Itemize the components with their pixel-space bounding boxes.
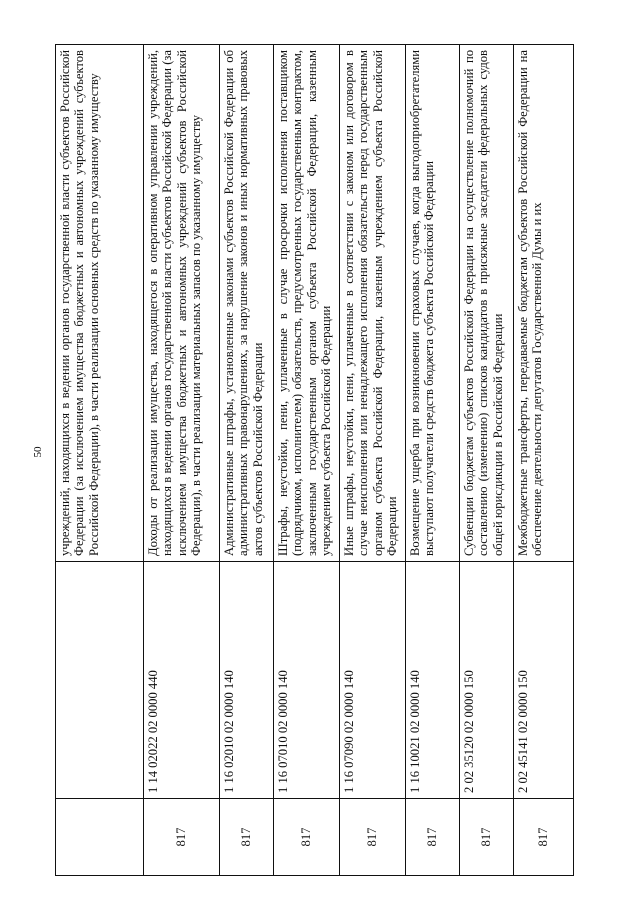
admin-code-cell: 817: [220, 799, 274, 876]
admin-code-cell: 817: [144, 799, 220, 876]
admin-code-cell: 817: [406, 799, 460, 876]
description-cell: Иные штрафы, неустойки, пени, уплаченные в соответствии с законом или договором в случае неисполнения или ненадлежащего исполнения обязательств перед государственным органом субъекта Российской Федерации, казенным учреждением субъекта Российской Федерации: [340, 45, 406, 562]
budget-code-cell: 1 16 10021 02 0000 140: [406, 562, 460, 799]
rotated-table-container: [55, 44, 573, 876]
page-number: 50: [32, 446, 44, 458]
table-row: [274, 45, 340, 876]
budget-code-cell: 1 16 02010 02 0000 140: [220, 562, 274, 799]
description-cell: Межбюджетные трансферты, передаваемые бюджетам субъектов Российской Федерации на обеспечение деятельности депутатов Государственной Думы и их: [514, 45, 574, 562]
table-row: [56, 45, 144, 876]
description-cell: Субвенции бюджетам субъектов Российской Федерации на осуществление полномочий по составлению (изменению) списков кандидатов в присяжные заседатели федеральных судов общей юрисдикции в Российской Федерации: [460, 45, 514, 562]
table-row: [514, 45, 574, 876]
revenue-codes-table: [55, 44, 574, 876]
table-row: [460, 45, 514, 876]
budget-code-cell: 1 14 02022 02 0000 440: [144, 562, 220, 799]
budget-code-cell: [56, 562, 144, 799]
description-cell: Административные штрафы, установленные законами субъектов Российской Федерации об административных правонарушениях, за нарушение законов и иных нормативных правовых актов субъектов Российской Федерации: [220, 45, 274, 562]
budget-code-cell: 2 02 45141 02 0000 150: [514, 562, 574, 799]
table-row: [144, 45, 220, 876]
description-cell: учреждений, находящихся в ведении органов государственной власти субъектов Российской Федерации (за исключением имущества бюджетных и автономных учреждений субъектов Российской Федерации), в части реализации основных средств по указанному имуществу: [56, 45, 144, 562]
description-cell: Штрафы, неустойки, пени, уплаченные в случае просрочки исполнения поставщиком (подрядчиком, исполнителем) обязательств, предусмотренных государственным контрактом, заключенным государственным органом субъекта Российской Федерации, казенным учреждением субъекта Российской Федерации: [274, 45, 340, 562]
table-row: [220, 45, 274, 876]
admin-code-cell: 817: [274, 799, 340, 876]
budget-code-cell: 1 16 07010 02 0000 140: [274, 562, 340, 799]
description-cell: Возмещение ущерба при возникновении страховых случаев, когда выгодоприобретателями выступают получатели средств бюджета субъекта Российской Федерации: [406, 45, 460, 562]
admin-code-cell: 817: [340, 799, 406, 876]
budget-code-cell: 2 02 35120 02 0000 150: [460, 562, 514, 799]
table-row: [340, 45, 406, 876]
admin-code-cell: [56, 799, 144, 876]
budget-code-cell: 1 16 07090 02 0000 140: [340, 562, 406, 799]
admin-code-cell: 817: [514, 799, 574, 876]
description-cell: Доходы от реализации имущества, находящегося в оперативном управлении учреждений, находящихся в ведении органов государственной власти субъектов Российской Федерации (за исключением имущества бюджетных и автономных учреждений субъектов Российской Федерации), в части реализации материальных запасов по указанному имуществу: [144, 45, 220, 562]
table-row: [406, 45, 460, 876]
admin-code-cell: 817: [460, 799, 514, 876]
